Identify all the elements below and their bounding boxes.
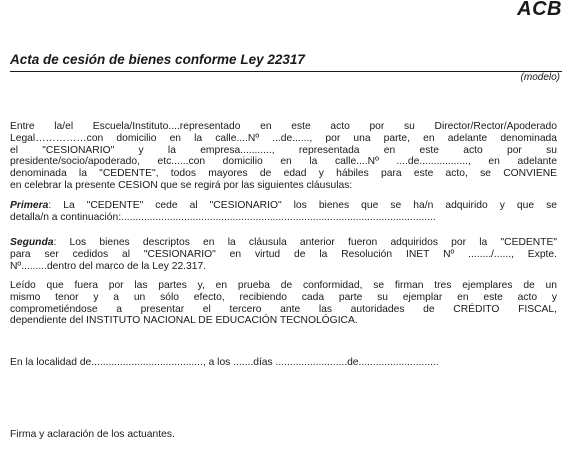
model-label: (modelo) [520,72,560,83]
clause-text: : La "CEDENTE" cede al "CESIONARIO" los bienes que se ha/n adquirido y que se [48,200,557,211]
clause-line [10,237,557,249]
document-title: Acta de cesión de bienes conforme Ley 22317 [10,52,305,67]
intro-line: presidente/socio/apoderado, etc......con domicilio en la calle....Nº ....de................., en adelante [10,156,557,168]
title-underline [10,71,562,72]
clause-line: para ser cedidos al "CESIONARIO" en virtud de la Resolución INET Nº ......../......, Expte. [10,248,557,260]
intro-paragraph [10,121,557,192]
conformidad-line: mismo tenor y a un sólo efecto, recibiendo cada parte su ejemplar en este acto y [10,291,557,303]
clause-line: detalla/n a continuación:.............................................................................................................. [10,211,436,223]
clause-segunda [10,237,557,272]
locality-date-line: En la localidad de......................................., a los .......días .........................de............................ [10,357,439,368]
conformidad-line: dependiente del INSTITUTO NACIONAL DE EDUCACIÓN TECNOLÓGICA. [10,315,358,327]
intro-line: en celebrar la presente CESION que se regirá por las siguientes cláusulas: [10,179,353,191]
clause-line [10,200,557,212]
intro-line: Entre la/el Escuela/Instituto....representado en este acto por su Director/Rector/Apoderado [10,121,557,132]
clause-heading: Segunda [10,237,54,248]
clause-primera [10,200,557,224]
intro-line: el "CESIONARIO" y la empresa..........., representada en este acto por su [10,144,557,156]
clause-text: : Los bienes descriptos en la cláusula anterior fueron adquiridos por la "CEDENTE" [53,237,557,248]
conformidad-paragraph [10,280,557,327]
signature-line: Firma y aclaración de los actuantes. [10,429,175,440]
clause-heading: Primera [10,200,49,211]
acb-logo: ACB [517,0,562,20]
conformidad-line: Leído que fuera por las partes y, en prueba de conformidad, se firman tres ejemplares de un [10,280,557,291]
conformidad-line: comprometiéndose a presentar el tercero ante las autoridades de CRÉDITO FISCAL, [10,303,557,315]
intro-line: Legal……………con domicilio en la calle....Nº ...de......, por una parte, en adelante denominada [10,132,557,144]
intro-line: denominada la "CEDENTE", todos mayores de edad y hábiles para este acto, se CONVIENE [10,168,557,180]
clause-line: Nº.........dentro del marco de la Ley 22.317. [10,260,207,272]
